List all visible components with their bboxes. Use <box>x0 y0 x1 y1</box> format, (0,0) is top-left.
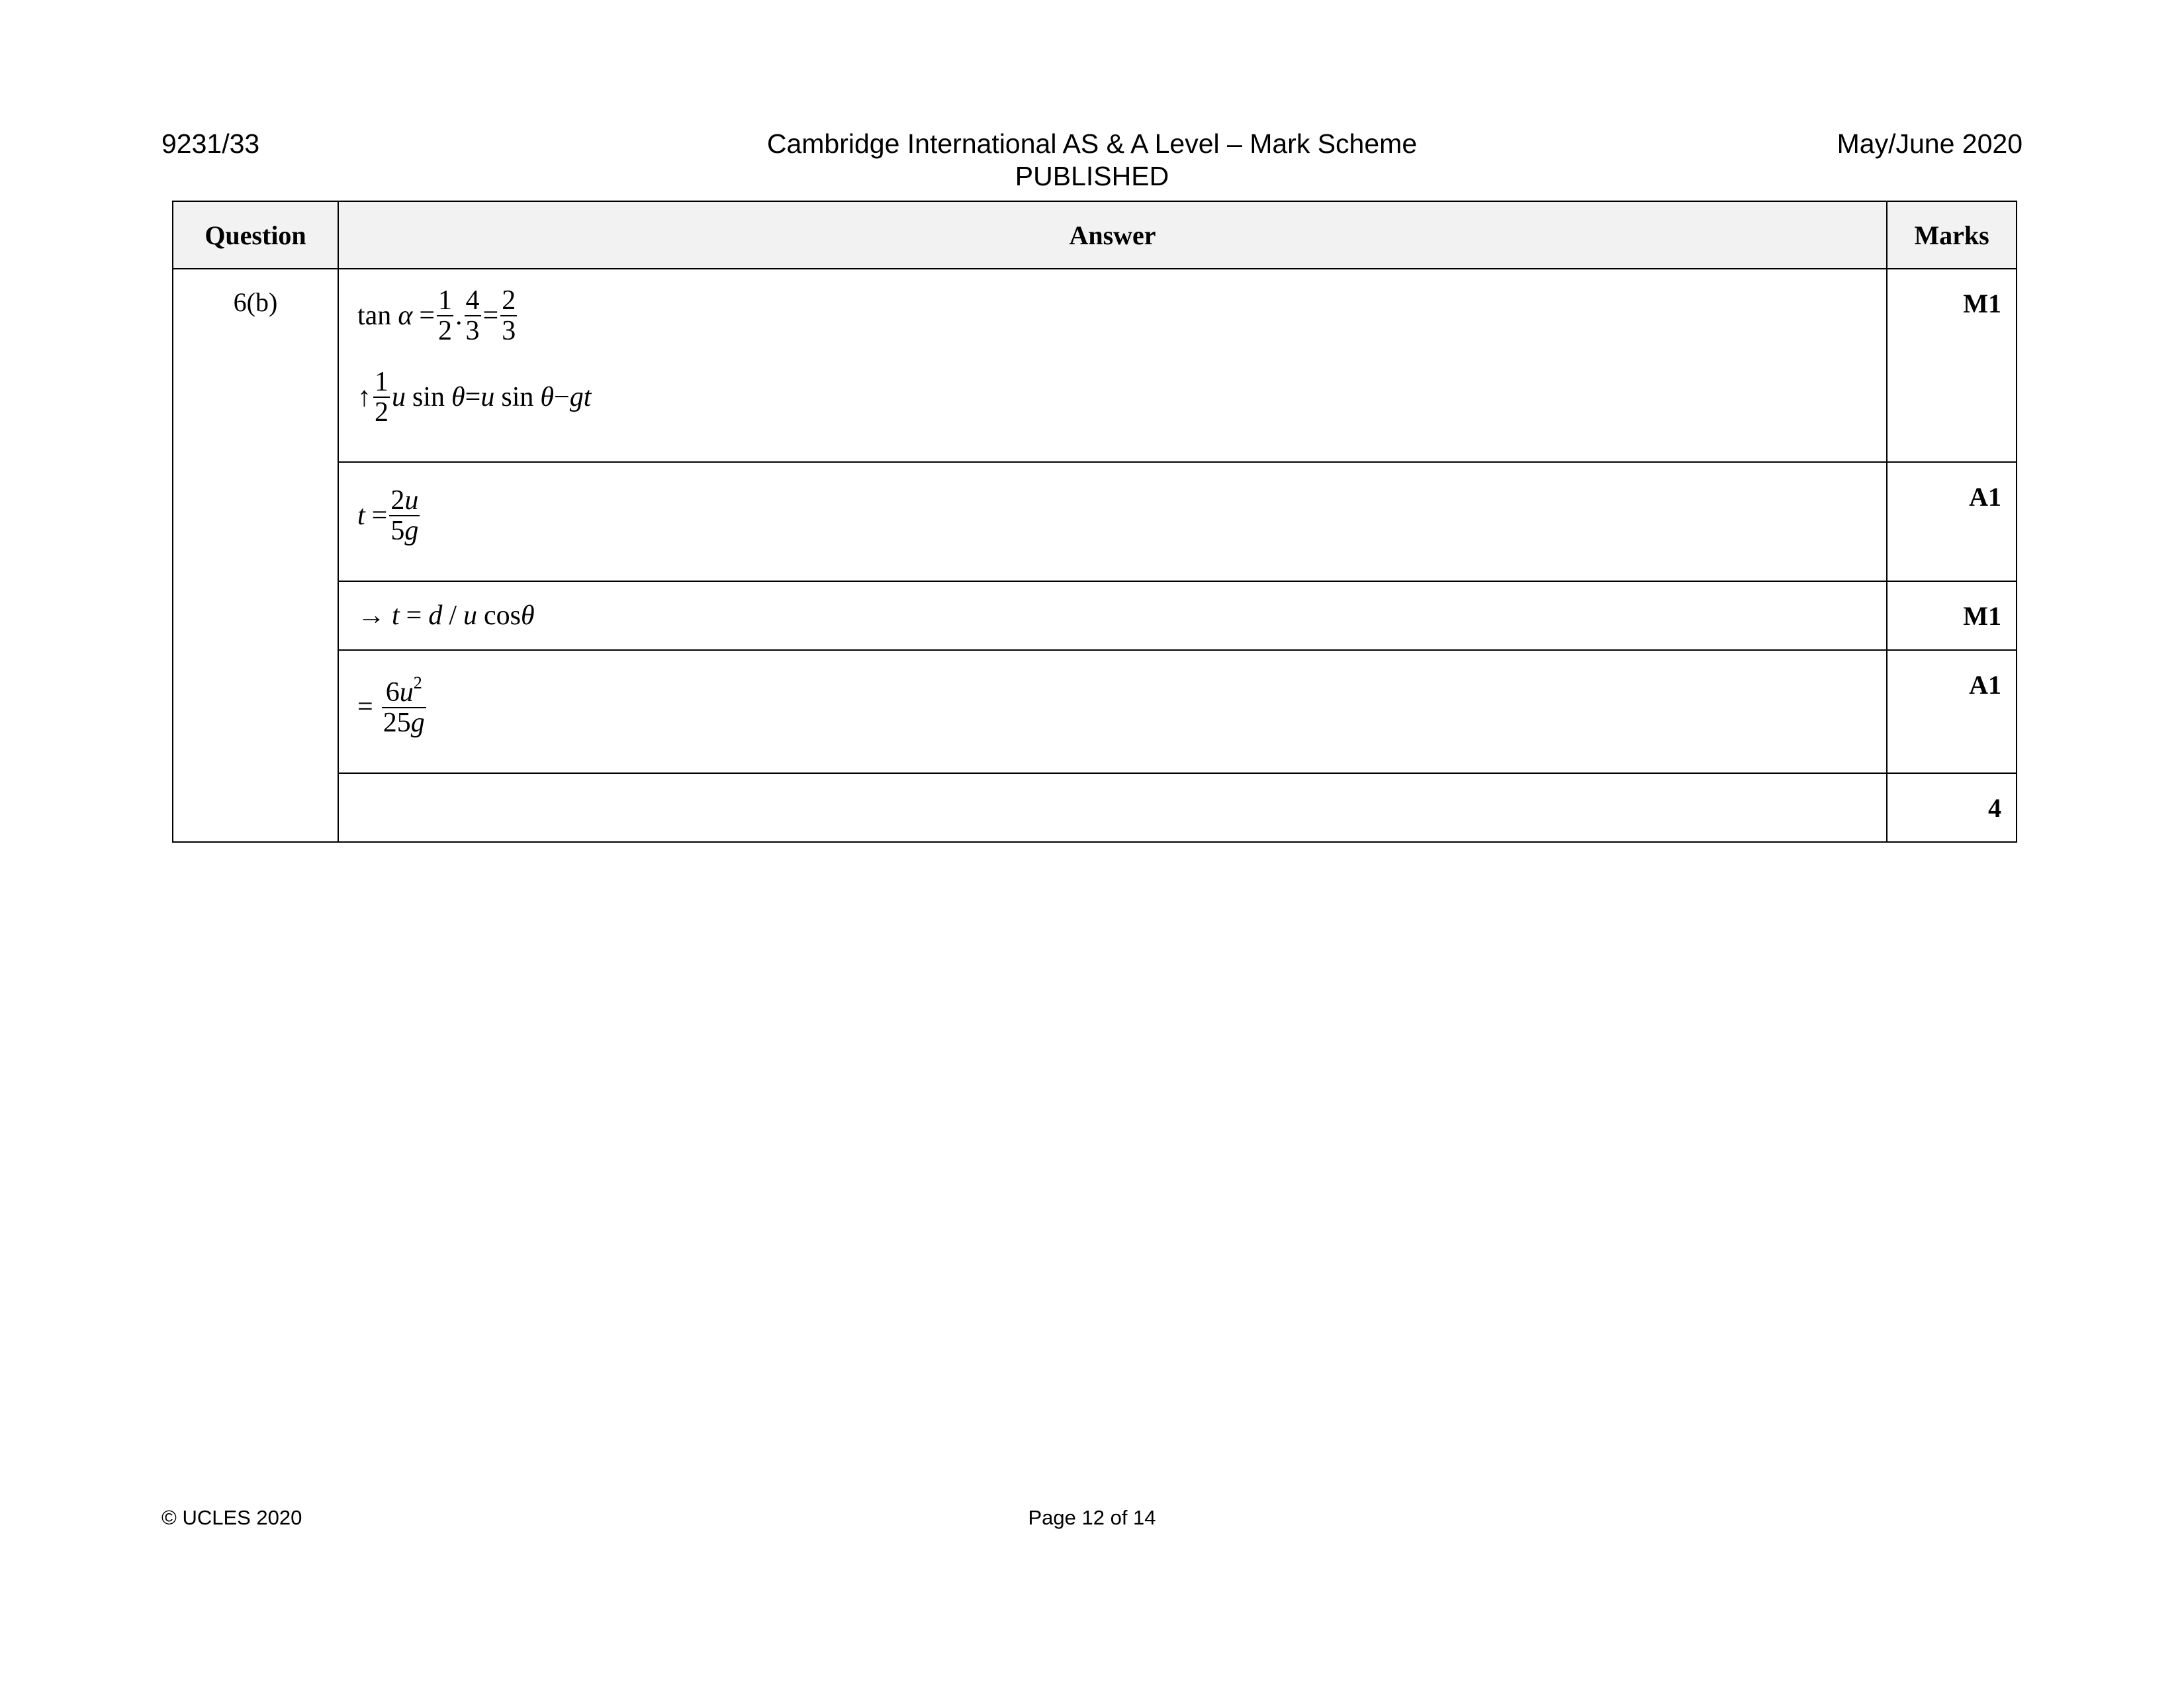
horizontal-motion-equation: → t = d / u cos θ <box>357 600 535 631</box>
exam-session: May/June 2020 <box>1837 128 2023 159</box>
tan-alpha-equation: tan α = $\frac{1}{2}$ . $\frac{4}{3}$ = $\frac{2}{3}$ <box>357 285 516 346</box>
table-row <box>173 650 2017 773</box>
column-header-marks: Marks <box>1887 201 2017 269</box>
copyright: © UCLES 2020 <box>161 1506 302 1529</box>
answer-cell <box>338 581 1887 650</box>
mark-value: M1 <box>1887 581 2017 650</box>
table-row <box>173 773 2017 842</box>
vertical-motion-equation: ↑ $\frac{1}{2}$ u sin θ = u sin θ − gt <box>357 366 592 428</box>
table-row <box>173 581 2017 650</box>
table-header-row <box>173 201 2017 269</box>
mark-value: M1 <box>1887 269 2017 462</box>
paper-code: 9231/33 <box>161 128 260 159</box>
right-arrow-icon: → <box>357 600 385 631</box>
answer-cell <box>338 269 1887 462</box>
page-number: Page 12 of 14 <box>1028 1506 1156 1529</box>
distance-result: = $\frac{6u^2}{25g}$ <box>357 673 425 738</box>
table-row <box>173 462 2017 581</box>
answer-cell <box>338 462 1887 581</box>
time-equation: t = $\frac{2u}{5g}$ <box>357 485 419 546</box>
publication-status: PUBLISHED <box>1015 161 1169 191</box>
column-header-answer: Answer <box>338 201 1887 269</box>
mark-value: A1 <box>1887 650 2017 773</box>
answer-cell <box>338 650 1887 773</box>
total-marks: 4 <box>1887 773 2017 842</box>
column-header-question: Question <box>173 201 338 269</box>
answer-cell-empty <box>338 773 1887 842</box>
up-arrow-icon: ↑ <box>357 382 371 412</box>
mark-value: A1 <box>1887 462 2017 581</box>
document-title: Cambridge International AS & A Level – Mark Scheme <box>766 128 1418 159</box>
question-number: 6(b) <box>173 269 338 842</box>
table-row <box>173 269 2017 462</box>
mark-scheme-table <box>172 201 2017 843</box>
